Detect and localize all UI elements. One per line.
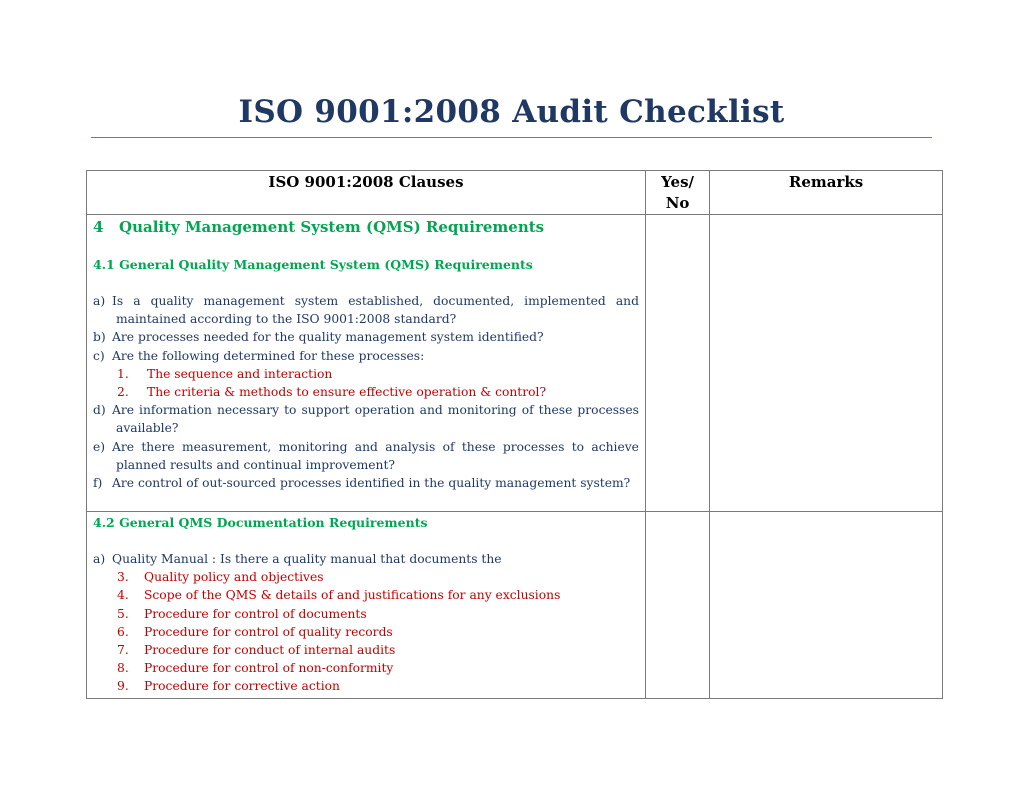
header-yes: Yes/ bbox=[661, 173, 694, 191]
section-heading bbox=[93, 217, 639, 238]
list-item: 6. Procedure for control of quality records bbox=[117, 624, 393, 639]
table-row bbox=[87, 512, 943, 699]
question-f: f) Are control of out-sourced processes identified in the quality management system? bbox=[93, 476, 631, 491]
header-remarks: Remarks bbox=[710, 171, 943, 215]
question-a: a) Is a quality management system established, documented, implemented and maintained according to the ISO 9001:2008 standard? bbox=[93, 294, 639, 327]
page-title: ISO 9001:2008 Audit Checklist bbox=[238, 94, 785, 130]
table-header-row bbox=[87, 171, 943, 215]
yes-no-cell-4-1[interactable] bbox=[645, 215, 709, 512]
question-d: d) Are information necessary to support operation and monitoring of these processes available? bbox=[93, 403, 639, 436]
yes-no-cell-4-2[interactable] bbox=[645, 512, 709, 699]
table-row bbox=[87, 215, 943, 512]
header-clauses: ISO 9001:2008 Clauses bbox=[87, 171, 646, 215]
question-a-quality-manual: a) Quality Manual : Is there a quality manual that documents the bbox=[93, 552, 502, 566]
header-no: No bbox=[665, 194, 690, 212]
clause-cell-4-1 bbox=[87, 215, 646, 512]
list-item: 9. Procedure for corrective action bbox=[117, 679, 340, 694]
subsection-heading-4-1: 4.1 General Quality Management System (QMS) Requirements bbox=[93, 257, 533, 272]
clause-cell-4-2 bbox=[87, 512, 646, 699]
list-item: 7. Procedure for conduct of internal audits bbox=[117, 643, 396, 658]
question-e: e) Are there measurement, monitoring and analysis of these processes to achieve planned results and continual improvement? bbox=[93, 439, 639, 472]
header-yes-no bbox=[645, 171, 709, 215]
list-item: 8. Procedure for control of non-conformity bbox=[117, 661, 394, 676]
title-divider bbox=[91, 137, 932, 138]
section-title: Quality Management System (QMS) Requirements bbox=[119, 218, 545, 236]
remarks-cell-4-2[interactable] bbox=[710, 512, 943, 699]
list-item: 2. The criteria & methods to ensure effective operation & control? bbox=[117, 385, 547, 400]
section-number: 4 bbox=[93, 218, 104, 236]
list-item: 4. Scope of the QMS & details of and justifications for any exclusions bbox=[117, 588, 561, 603]
question-c: c) Are the following determined for these processes: bbox=[93, 348, 425, 363]
subsection-heading-4-2: 4.2 General QMS Documentation Requirements bbox=[93, 515, 428, 530]
question-b: b) Are processes needed for the quality management system identified? bbox=[93, 330, 544, 345]
remarks-cell-4-1[interactable] bbox=[710, 215, 943, 512]
list-item: 3. Quality policy and objectives bbox=[117, 570, 324, 585]
audit-checklist-table bbox=[86, 170, 943, 699]
list-item: 5. Procedure for control of documents bbox=[117, 606, 367, 621]
list-item: 1. The sequence and interaction bbox=[117, 366, 333, 381]
